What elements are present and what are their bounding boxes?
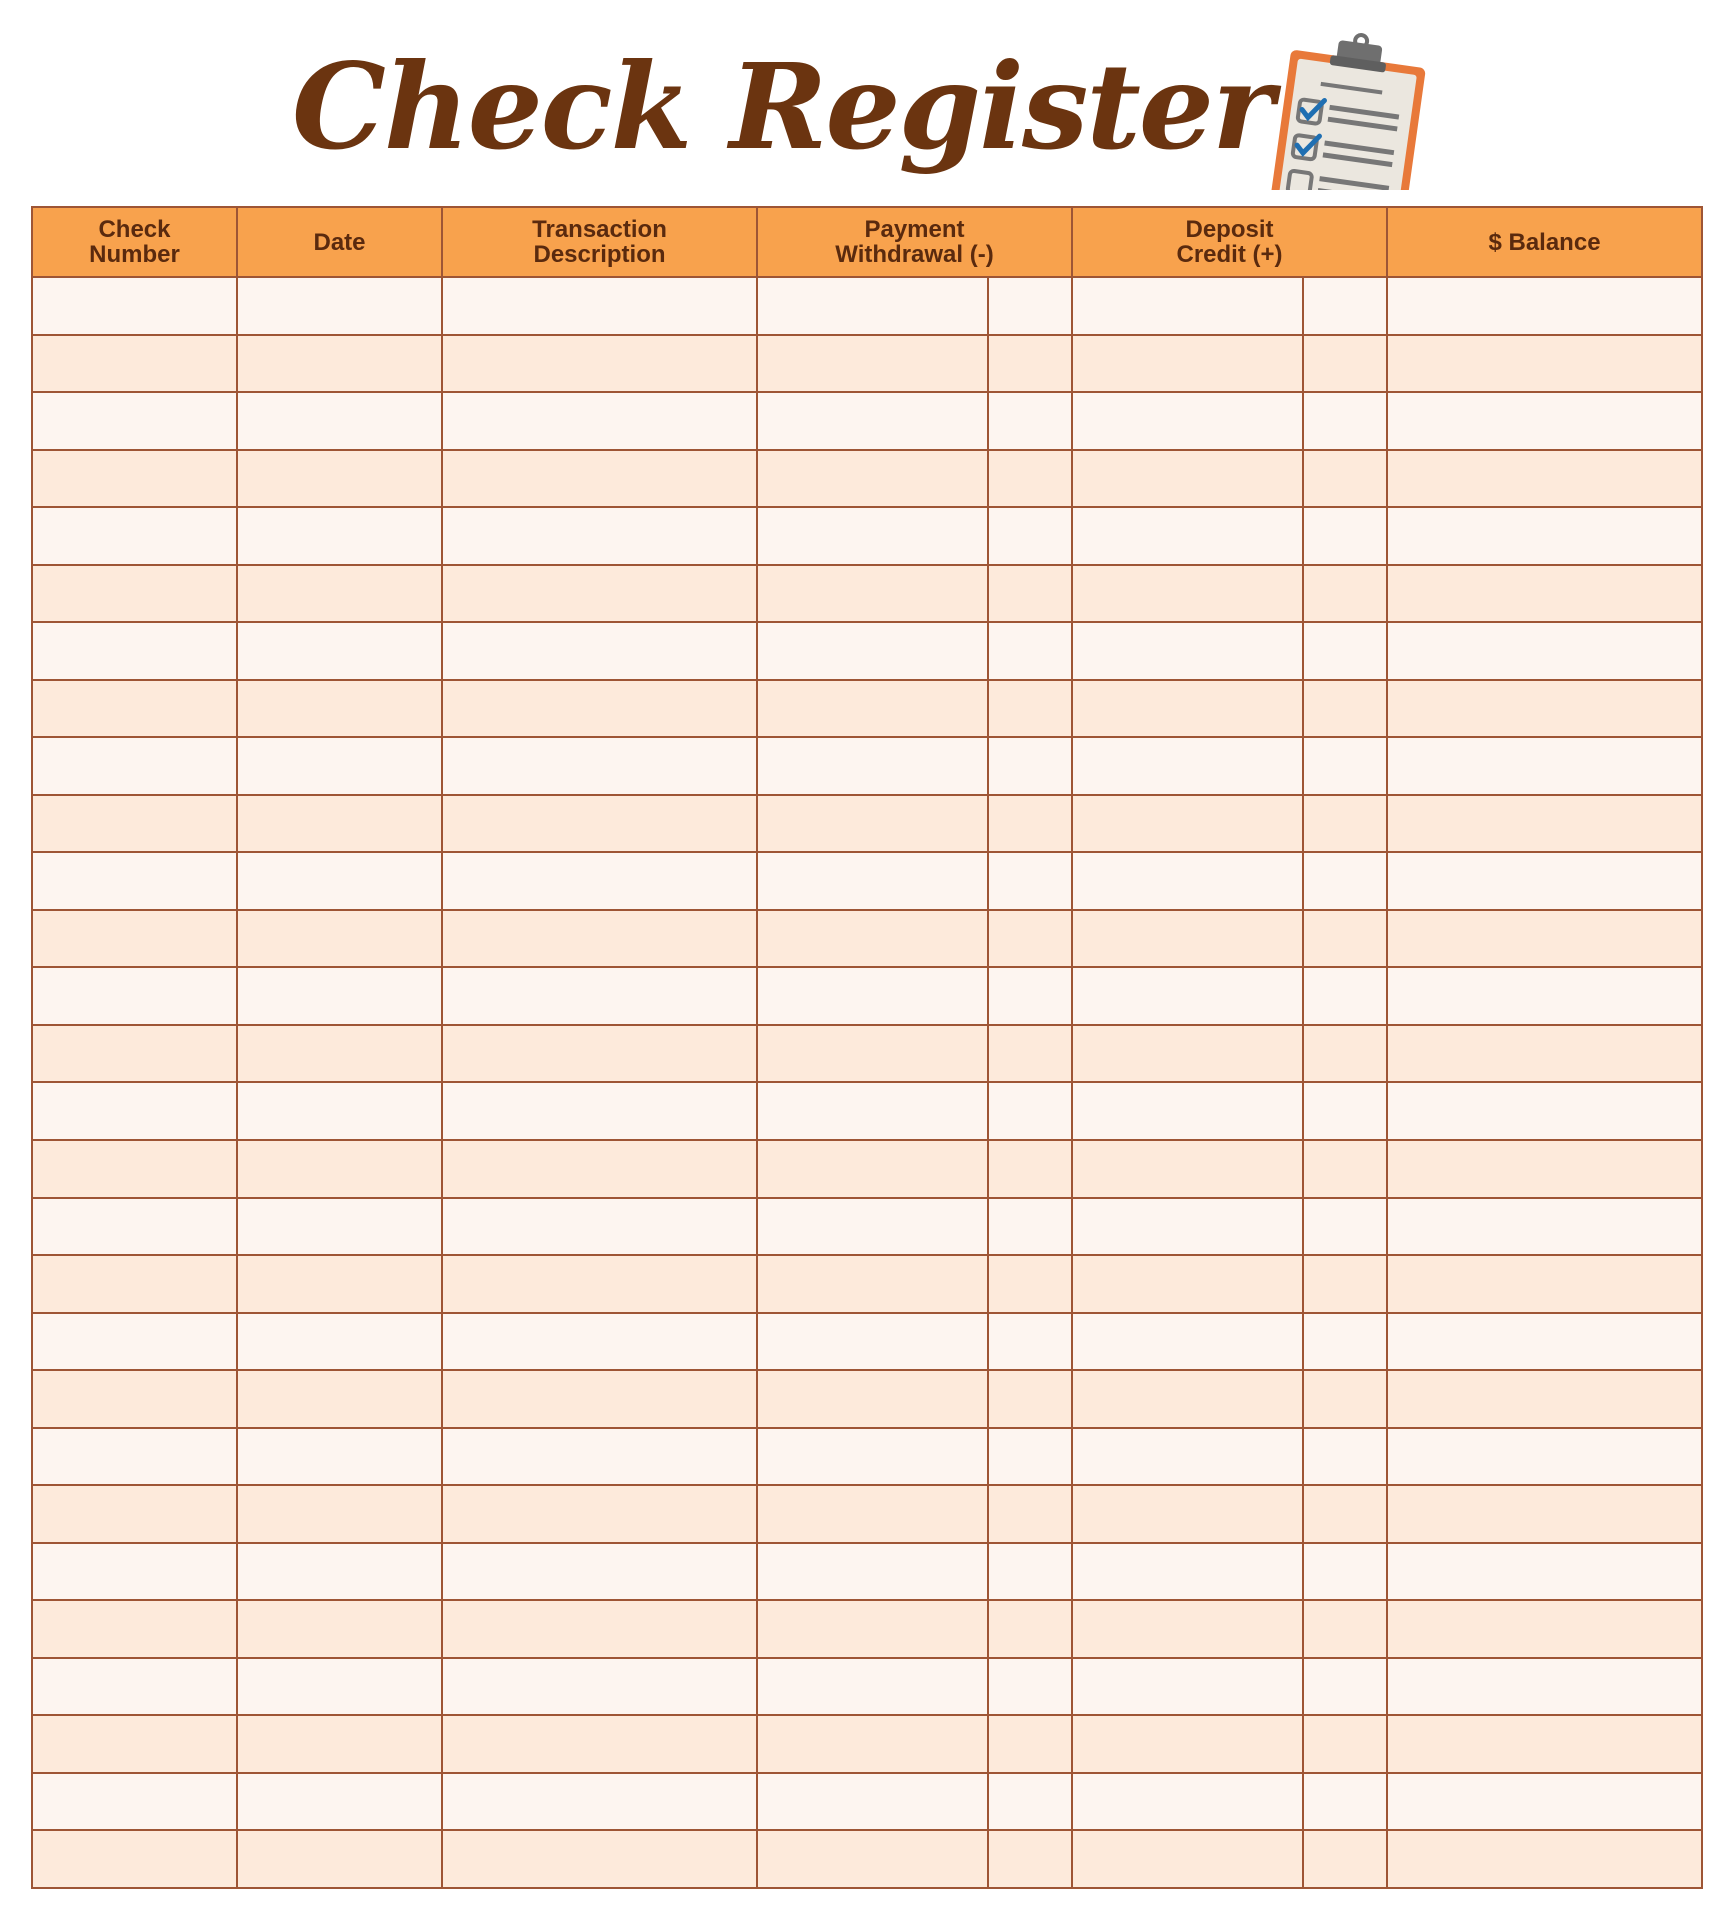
description-cell[interactable] <box>442 1428 757 1486</box>
date-cell[interactable] <box>237 507 442 565</box>
withdrawal-amount-cell[interactable] <box>757 1082 988 1140</box>
deposit-cents-cell[interactable] <box>1303 565 1387 623</box>
table-row <box>32 737 1702 795</box>
table-row <box>32 1485 1702 1543</box>
description-cell[interactable] <box>442 392 757 450</box>
balance-cell[interactable] <box>1387 1773 1702 1831</box>
description-cell[interactable] <box>442 967 757 1025</box>
balance-cell[interactable] <box>1387 277 1702 335</box>
column-header-label: Date <box>313 228 366 256</box>
balance-cell[interactable] <box>1387 565 1702 623</box>
withdrawal-amount-cell[interactable] <box>757 680 988 738</box>
withdrawal-amount-cell[interactable] <box>757 795 988 853</box>
check-number-cell[interactable] <box>32 1370 237 1428</box>
withdrawal-amount-cell[interactable] <box>757 967 988 1025</box>
deposit-amount-cell[interactable] <box>1072 392 1303 450</box>
check-number-cell[interactable] <box>32 967 237 1025</box>
date-cell[interactable] <box>237 1370 442 1428</box>
balance-cell[interactable] <box>1387 1025 1702 1083</box>
deposit-amount-cell[interactable] <box>1072 737 1303 795</box>
deposit-amount-cell[interactable] <box>1072 795 1303 853</box>
deposit-amount-cell[interactable] <box>1072 1082 1303 1140</box>
table-row <box>32 1543 1702 1601</box>
deposit-amount-cell[interactable] <box>1072 967 1303 1025</box>
deposit-amount-cell[interactable] <box>1072 1715 1303 1773</box>
check-number-cell[interactable] <box>32 1025 237 1083</box>
description-cell[interactable] <box>442 1313 757 1371</box>
table-row <box>32 1140 1702 1198</box>
withdrawal-amount-cell[interactable] <box>757 737 988 795</box>
balance-cell[interactable] <box>1387 680 1702 738</box>
table-row <box>32 1025 1702 1083</box>
header-row <box>32 207 1702 277</box>
table-row <box>32 392 1702 450</box>
deposit-cents-cell[interactable] <box>1303 910 1387 968</box>
balance-cell[interactable] <box>1387 1485 1702 1543</box>
date-cell[interactable] <box>237 1313 442 1371</box>
column-header-label: Check <box>98 216 171 243</box>
deposit-cents-cell[interactable] <box>1303 277 1387 335</box>
balance-cell[interactable] <box>1387 1313 1702 1371</box>
description-cell[interactable] <box>442 1658 757 1716</box>
table-row <box>32 1600 1702 1658</box>
deposit-cents-cell[interactable] <box>1303 1485 1387 1543</box>
check-number-cell[interactable] <box>32 1715 237 1773</box>
table-row <box>32 1198 1702 1256</box>
withdrawal-cents-cell[interactable] <box>988 1082 1072 1140</box>
table-row <box>32 507 1702 565</box>
balance-cell[interactable] <box>1387 1428 1702 1486</box>
table-row <box>32 1773 1702 1831</box>
date-cell[interactable] <box>237 910 442 968</box>
check-register-table <box>31 206 1703 1889</box>
date-cell[interactable] <box>237 1658 442 1716</box>
deposit-cents-cell[interactable] <box>1303 507 1387 565</box>
register-body <box>32 277 1702 1888</box>
deposit-amount-cell[interactable] <box>1072 1658 1303 1716</box>
balance-cell[interactable] <box>1387 1543 1702 1601</box>
withdrawal-cents-cell[interactable] <box>988 1370 1072 1428</box>
deposit-cents-cell[interactable] <box>1303 680 1387 738</box>
withdrawal-cents-cell[interactable] <box>988 680 1072 738</box>
withdrawal-amount-cell[interactable] <box>757 507 988 565</box>
check-number-cell[interactable] <box>32 737 237 795</box>
withdrawal-amount-cell[interactable] <box>757 1830 988 1888</box>
description-cell[interactable] <box>442 622 757 680</box>
column-header-label: Withdrawal (-) <box>835 241 994 268</box>
withdrawal-cents-cell[interactable] <box>988 622 1072 680</box>
check-number-cell[interactable] <box>32 1313 237 1371</box>
withdrawal-cents-cell[interactable] <box>988 507 1072 565</box>
withdrawal-amount-cell[interactable] <box>757 1658 988 1716</box>
withdrawal-cents-cell[interactable] <box>988 1140 1072 1198</box>
deposit-amount-cell[interactable] <box>1072 277 1303 335</box>
withdrawal-amount-cell[interactable] <box>757 1370 988 1428</box>
table-row <box>32 680 1702 738</box>
check-number-cell[interactable] <box>32 1255 237 1313</box>
description-cell[interactable] <box>442 1082 757 1140</box>
check-number-cell[interactable] <box>32 1198 237 1256</box>
balance-cell[interactable] <box>1387 507 1702 565</box>
withdrawal-cents-cell[interactable] <box>988 1428 1072 1486</box>
withdrawal-amount-cell[interactable] <box>757 622 988 680</box>
withdrawal-amount-cell[interactable] <box>757 1428 988 1486</box>
date-cell[interactable] <box>237 277 442 335</box>
date-cell[interactable] <box>237 1485 442 1543</box>
withdrawal-cents-cell[interactable] <box>988 1255 1072 1313</box>
deposit-amount-cell[interactable] <box>1072 1600 1303 1658</box>
description-cell[interactable] <box>442 1830 757 1888</box>
table-row <box>32 1428 1702 1486</box>
withdrawal-cents-cell[interactable] <box>988 565 1072 623</box>
check-number-cell[interactable] <box>32 1140 237 1198</box>
balance-cell[interactable] <box>1387 1658 1702 1716</box>
table-row <box>32 795 1702 853</box>
deposit-cents-cell[interactable] <box>1303 622 1387 680</box>
check-number-cell[interactable] <box>32 565 237 623</box>
withdrawal-amount-cell[interactable] <box>757 1773 988 1831</box>
check-number-cell[interactable] <box>32 335 237 393</box>
deposit-amount-cell[interactable] <box>1072 910 1303 968</box>
description-cell[interactable] <box>442 795 757 853</box>
check-number-cell[interactable] <box>32 277 237 335</box>
description-cell[interactable] <box>442 335 757 393</box>
balance-cell[interactable] <box>1387 1082 1702 1140</box>
description-cell[interactable] <box>442 1600 757 1658</box>
balance-cell[interactable] <box>1387 1830 1702 1888</box>
deposit-cents-cell[interactable] <box>1303 1715 1387 1773</box>
table-row <box>32 1313 1702 1371</box>
deposit-amount-cell[interactable] <box>1072 1370 1303 1428</box>
check-number-cell[interactable] <box>32 1082 237 1140</box>
deposit-cents-cell[interactable] <box>1303 737 1387 795</box>
table-row <box>32 565 1702 623</box>
withdrawal-cents-cell[interactable] <box>988 967 1072 1025</box>
deposit-amount-cell[interactable] <box>1072 680 1303 738</box>
deposit-cents-cell[interactable] <box>1303 1428 1387 1486</box>
column-header-date <box>237 207 442 277</box>
table-row <box>32 450 1702 508</box>
withdrawal-amount-cell[interactable] <box>757 910 988 968</box>
check-number-cell[interactable] <box>32 450 237 508</box>
withdrawal-cents-cell[interactable] <box>988 392 1072 450</box>
deposit-amount-cell[interactable] <box>1072 622 1303 680</box>
table-row <box>32 1715 1702 1773</box>
balance-cell[interactable] <box>1387 1198 1702 1256</box>
deposit-amount-cell[interactable] <box>1072 1198 1303 1256</box>
description-cell[interactable] <box>442 852 757 910</box>
balance-cell[interactable] <box>1387 1140 1702 1198</box>
withdrawal-cents-cell[interactable] <box>988 1198 1072 1256</box>
table-row <box>32 910 1702 968</box>
date-cell[interactable] <box>237 967 442 1025</box>
withdrawal-cents-cell[interactable] <box>988 1485 1072 1543</box>
withdrawal-amount-cell[interactable] <box>757 1025 988 1083</box>
deposit-cents-cell[interactable] <box>1303 967 1387 1025</box>
withdrawal-amount-cell[interactable] <box>757 277 988 335</box>
description-cell[interactable] <box>442 737 757 795</box>
withdrawal-amount-cell[interactable] <box>757 335 988 393</box>
deposit-cents-cell[interactable] <box>1303 1082 1387 1140</box>
withdrawal-amount-cell[interactable] <box>757 1543 988 1601</box>
date-cell[interactable] <box>237 852 442 910</box>
withdrawal-cents-cell[interactable] <box>988 335 1072 393</box>
date-cell[interactable] <box>237 680 442 738</box>
deposit-cents-cell[interactable] <box>1303 1658 1387 1716</box>
deposit-cents-cell[interactable] <box>1303 335 1387 393</box>
withdrawal-amount-cell[interactable] <box>757 450 988 508</box>
description-cell[interactable] <box>442 1025 757 1083</box>
deposit-cents-cell[interactable] <box>1303 1773 1387 1831</box>
withdrawal-cents-cell[interactable] <box>988 1773 1072 1831</box>
date-cell[interactable] <box>237 1773 442 1831</box>
description-cell[interactable] <box>442 1773 757 1831</box>
date-cell[interactable] <box>237 450 442 508</box>
withdrawal-amount-cell[interactable] <box>757 392 988 450</box>
table-row <box>32 1255 1702 1313</box>
withdrawal-cents-cell[interactable] <box>988 1313 1072 1371</box>
deposit-amount-cell[interactable] <box>1072 1428 1303 1486</box>
deposit-cents-cell[interactable] <box>1303 392 1387 450</box>
withdrawal-cents-cell[interactable] <box>988 795 1072 853</box>
deposit-amount-cell[interactable] <box>1072 335 1303 393</box>
description-cell[interactable] <box>442 1370 757 1428</box>
deposit-cents-cell[interactable] <box>1303 1543 1387 1601</box>
description-cell[interactable] <box>442 680 757 738</box>
date-cell[interactable] <box>237 1255 442 1313</box>
withdrawal-amount-cell[interactable] <box>757 1600 988 1658</box>
column-header-deposit-credit <box>1072 207 1387 277</box>
balance-cell[interactable] <box>1387 1255 1702 1313</box>
withdrawal-cents-cell[interactable] <box>988 1600 1072 1658</box>
deposit-amount-cell[interactable] <box>1072 1773 1303 1831</box>
description-cell[interactable] <box>442 1198 757 1256</box>
date-cell[interactable] <box>237 622 442 680</box>
column-header-label: Number <box>89 241 180 268</box>
deposit-cents-cell[interactable] <box>1303 1830 1387 1888</box>
date-cell[interactable] <box>237 1025 442 1083</box>
table-row <box>32 277 1702 335</box>
column-header-check-number <box>32 207 237 277</box>
column-header-payment-withdrawal <box>757 207 1072 277</box>
clipboard-checklist-icon <box>1252 30 1444 190</box>
date-cell[interactable] <box>237 1830 442 1888</box>
date-cell[interactable] <box>237 565 442 623</box>
withdrawal-cents-cell[interactable] <box>988 1658 1072 1716</box>
description-cell[interactable] <box>442 1715 757 1773</box>
date-cell[interactable] <box>237 335 442 393</box>
withdrawal-amount-cell[interactable] <box>757 565 988 623</box>
table-row <box>32 1830 1702 1888</box>
deposit-amount-cell[interactable] <box>1072 450 1303 508</box>
deposit-amount-cell[interactable] <box>1072 852 1303 910</box>
column-header-label: Deposit <box>1185 216 1274 243</box>
date-cell[interactable] <box>237 1600 442 1658</box>
date-cell[interactable] <box>237 1543 442 1601</box>
deposit-amount-cell[interactable] <box>1072 1313 1303 1371</box>
balance-cell[interactable] <box>1387 335 1702 393</box>
withdrawal-cents-cell[interactable] <box>988 1715 1072 1773</box>
deposit-cents-cell[interactable] <box>1303 450 1387 508</box>
description-cell[interactable] <box>442 565 757 623</box>
table-row <box>32 622 1702 680</box>
date-cell[interactable] <box>237 1082 442 1140</box>
check-number-cell[interactable] <box>32 910 237 968</box>
deposit-cents-cell[interactable] <box>1303 1140 1387 1198</box>
date-cell[interactable] <box>237 1715 442 1773</box>
withdrawal-amount-cell[interactable] <box>757 1140 988 1198</box>
column-header-label: $ Balance <box>1488 228 1601 256</box>
table-row <box>32 1658 1702 1716</box>
description-cell[interactable] <box>442 1543 757 1601</box>
column-header-label: Description <box>533 241 666 268</box>
withdrawal-amount-cell[interactable] <box>757 1715 988 1773</box>
description-cell[interactable] <box>442 277 757 335</box>
date-cell[interactable] <box>237 795 442 853</box>
balance-cell[interactable] <box>1387 622 1702 680</box>
balance-cell[interactable] <box>1387 1370 1702 1428</box>
deposit-amount-cell[interactable] <box>1072 565 1303 623</box>
withdrawal-amount-cell[interactable] <box>757 1255 988 1313</box>
balance-cell[interactable] <box>1387 910 1702 968</box>
check-number-cell[interactable] <box>32 507 237 565</box>
description-cell[interactable] <box>442 450 757 508</box>
withdrawal-cents-cell[interactable] <box>988 737 1072 795</box>
deposit-amount-cell[interactable] <box>1072 1255 1303 1313</box>
deposit-amount-cell[interactable] <box>1072 1543 1303 1601</box>
check-number-cell[interactable] <box>32 392 237 450</box>
date-cell[interactable] <box>237 1428 442 1486</box>
deposit-cents-cell[interactable] <box>1303 1313 1387 1371</box>
deposit-amount-cell[interactable] <box>1072 1485 1303 1543</box>
description-cell[interactable] <box>442 1255 757 1313</box>
column-header-label: Payment <box>864 216 965 243</box>
deposit-cents-cell[interactable] <box>1303 795 1387 853</box>
column-header-balance <box>1387 207 1702 277</box>
date-cell[interactable] <box>237 1198 442 1256</box>
table-row <box>32 335 1702 393</box>
check-number-cell[interactable] <box>32 622 237 680</box>
balance-cell[interactable] <box>1387 1715 1702 1773</box>
column-header-label: Credit (+) <box>1176 241 1283 268</box>
deposit-amount-cell[interactable] <box>1072 1140 1303 1198</box>
balance-cell[interactable] <box>1387 795 1702 853</box>
deposit-cents-cell[interactable] <box>1303 852 1387 910</box>
table-row <box>32 852 1702 910</box>
withdrawal-amount-cell[interactable] <box>757 1198 988 1256</box>
check-number-cell[interactable] <box>32 1830 237 1888</box>
description-cell[interactable] <box>442 910 757 968</box>
description-cell[interactable] <box>442 1140 757 1198</box>
balance-cell[interactable] <box>1387 852 1702 910</box>
check-number-cell[interactable] <box>32 852 237 910</box>
deposit-cents-cell[interactable] <box>1303 1255 1387 1313</box>
withdrawal-amount-cell[interactable] <box>757 1485 988 1543</box>
check-number-cell[interactable] <box>32 1773 237 1831</box>
table-row <box>32 1370 1702 1428</box>
balance-cell[interactable] <box>1387 967 1702 1025</box>
check-number-cell[interactable] <box>32 795 237 853</box>
withdrawal-cents-cell[interactable] <box>988 277 1072 335</box>
deposit-amount-cell[interactable] <box>1072 1025 1303 1083</box>
withdrawal-cents-cell[interactable] <box>988 450 1072 508</box>
date-cell[interactable] <box>237 737 442 795</box>
column-header-transaction-description <box>442 207 757 277</box>
date-cell[interactable] <box>237 1140 442 1198</box>
deposit-cents-cell[interactable] <box>1303 1600 1387 1658</box>
withdrawal-cents-cell[interactable] <box>988 1830 1072 1888</box>
balance-cell[interactable] <box>1387 737 1702 795</box>
column-header-label: Transaction <box>532 216 667 243</box>
check-number-cell[interactable] <box>32 1658 237 1716</box>
withdrawal-cents-cell[interactable] <box>988 1543 1072 1601</box>
deposit-cents-cell[interactable] <box>1303 1025 1387 1083</box>
deposit-amount-cell[interactable] <box>1072 507 1303 565</box>
balance-cell[interactable] <box>1387 392 1702 450</box>
balance-cell[interactable] <box>1387 1600 1702 1658</box>
table-row <box>32 967 1702 1025</box>
withdrawal-cents-cell[interactable] <box>988 910 1072 968</box>
deposit-amount-cell[interactable] <box>1072 1830 1303 1888</box>
withdrawal-amount-cell[interactable] <box>757 852 988 910</box>
page-title: Check Register <box>292 37 1273 176</box>
withdrawal-amount-cell[interactable] <box>757 1313 988 1371</box>
withdrawal-cents-cell[interactable] <box>988 1025 1072 1083</box>
description-cell[interactable] <box>442 507 757 565</box>
withdrawal-cents-cell[interactable] <box>988 852 1072 910</box>
check-number-cell[interactable] <box>32 680 237 738</box>
check-number-cell[interactable] <box>32 1600 237 1658</box>
title-area <box>0 37 1732 190</box>
check-number-cell[interactable] <box>32 1543 237 1601</box>
table-row <box>32 1082 1702 1140</box>
check-number-cell[interactable] <box>32 1428 237 1486</box>
balance-cell[interactable] <box>1387 450 1702 508</box>
deposit-cents-cell[interactable] <box>1303 1370 1387 1428</box>
check-number-cell[interactable] <box>32 1485 237 1543</box>
date-cell[interactable] <box>237 392 442 450</box>
deposit-cents-cell[interactable] <box>1303 1198 1387 1256</box>
description-cell[interactable] <box>442 1485 757 1543</box>
